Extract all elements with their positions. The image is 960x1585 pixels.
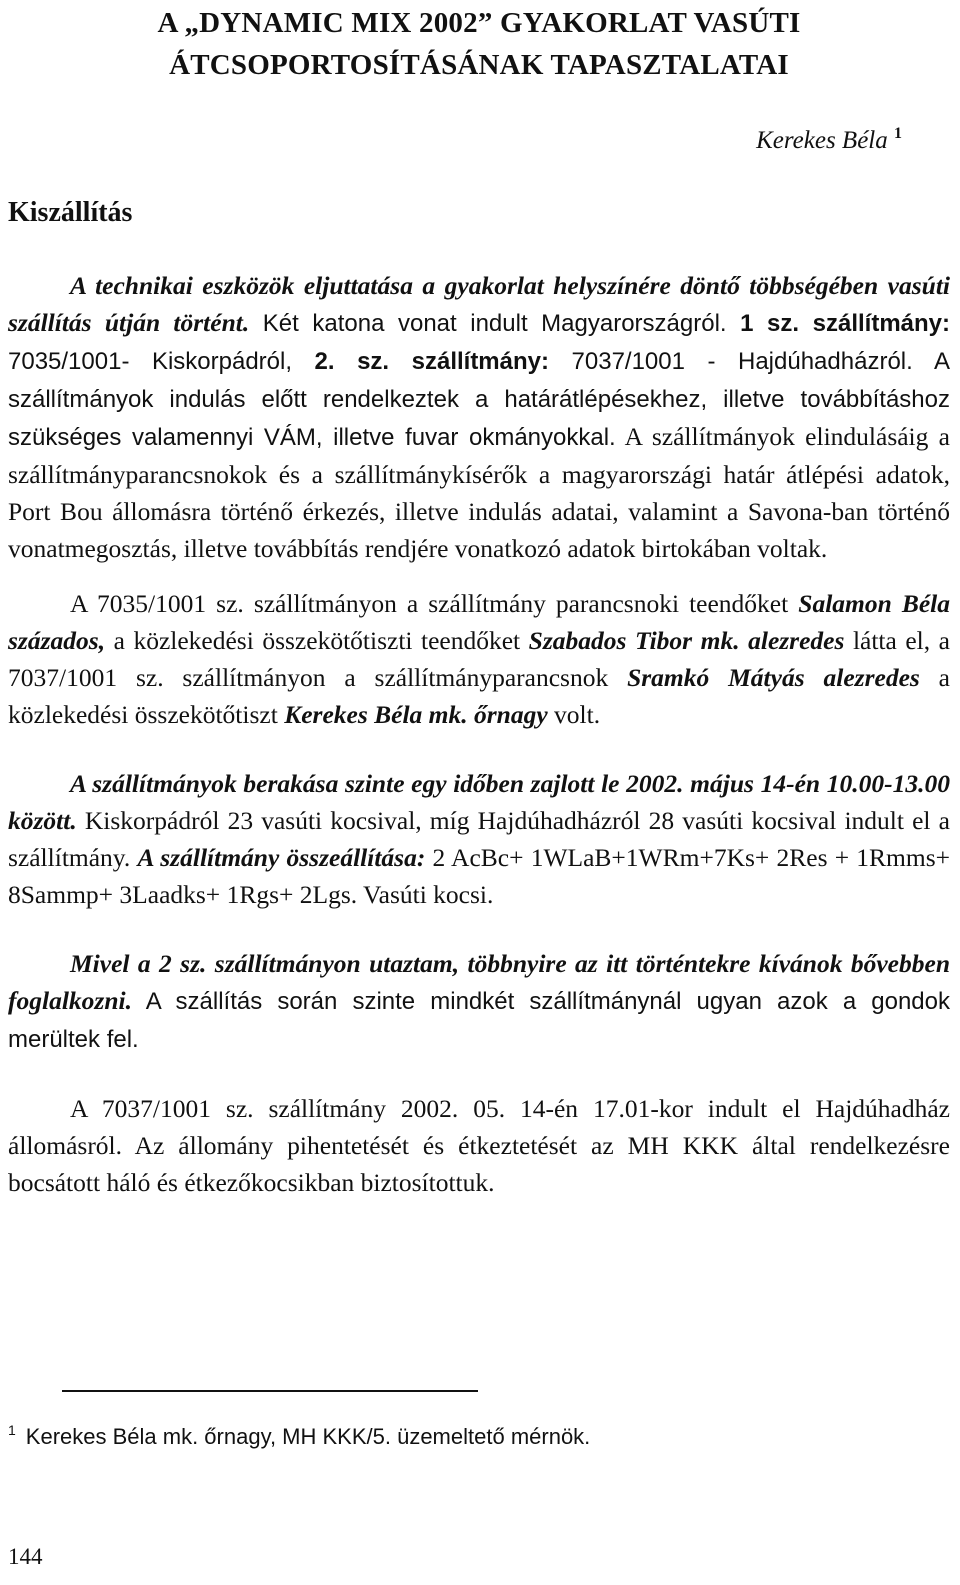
p2-text-d: a közlekedési összekötőtiszt bbox=[8, 663, 950, 729]
paragraph-5 bbox=[8, 1090, 950, 1201]
p2-text-b: a közlekedési összekötőtiszti teendőket bbox=[105, 626, 529, 655]
author-name: Kerekes Béla bbox=[756, 127, 888, 154]
section-heading: Kiszállítás bbox=[8, 197, 133, 228]
p2-text-c: látta el, a 7037/1001 sz. szállítmányon a szállítmányparancsnok bbox=[8, 626, 950, 692]
p1-text-c: 7037/1001 - Hajdúhadházról. A szállítmányok indulás előtt rendelkeztek a határátlépésekhez, illetve továbbításhoz szükséges valamennyi VÁM, illetve fuvar okmányokkal. bbox=[8, 348, 950, 451]
footnote bbox=[8, 1422, 590, 1452]
document-page bbox=[8, 0, 950, 1201]
page-number: 144 bbox=[8, 1544, 43, 1569]
p3-text-b: 2 AcBc+ 1WLaB+1WRm+7Ks+ 2Res + 1Rmms+ 8Sammp+ 3Laadks+ 1Rgs+ 2Lgs. Vasúti kocsi. bbox=[8, 843, 950, 909]
paragraph-2 bbox=[8, 585, 950, 733]
author-footnote-mark: 1 bbox=[894, 125, 902, 142]
footnote-divider bbox=[62, 1390, 478, 1392]
p1-bold-1: 1 sz. szállítmány: bbox=[740, 310, 951, 337]
paragraph-4 bbox=[8, 945, 950, 1058]
p2-name-1: Salamon Béla százados, bbox=[8, 589, 950, 655]
footnote-text: Kerekes Béla mk. őrnagy, MH KKK/5. üzemeltető mérnök. bbox=[25, 1424, 591, 1449]
title-line-1: A „DYNAMIC MIX 2002” GYAKORLAT VASÚTI bbox=[157, 7, 801, 39]
document-title bbox=[8, 0, 950, 86]
p2-text-a: A 7035/1001 sz. szállítmányon a szállítmány parancsnoki teendőket bbox=[70, 589, 799, 618]
p2-name-3: Sramkó Mátyás alezredes bbox=[627, 663, 920, 692]
p1-text-d: A szállítmányok elindulásáig a szállítmányparancsnokok és a szállítmánykísérők a magyarországi határ átlépési adatok, Port Bou állomásra történő érkezés, illetve indulás adatai, valamint a Savona-ban történő vonatmegosztás, illetve továbbítás rendjére vonatkozó adatok birtokában voltak. bbox=[8, 422, 950, 563]
p1-text-a: Két katona vonat indult Magyarországról. bbox=[249, 310, 741, 337]
p3-emphasis-1: A szállítmányok berakása szinte egy időben zajlott le 2002. május 14-én 10.00-13.00 között. bbox=[8, 769, 950, 835]
p2-name-4: Kerekes Béla mk. őrnagy bbox=[284, 700, 548, 729]
p1-text-b: 7035/1001- Kiskorpádról, bbox=[8, 348, 315, 375]
p1-bold-2: 2. sz. szállítmány: bbox=[314, 348, 549, 375]
p4-text: A szállítás során szinte mindkét szállítmánynál ugyan azok a gondok merültek fel. bbox=[8, 988, 950, 1053]
p2-name-2: Szabados Tibor mk. alezredes bbox=[528, 626, 845, 655]
title-line-2: ÁTCSOPORTOSÍTÁSÁNAK TAPASZTALATAI bbox=[169, 49, 789, 81]
author-line bbox=[8, 122, 950, 159]
footnote-mark: 1 bbox=[8, 1422, 16, 1438]
p3-emphasis-2: A szállítmány összeállítása: bbox=[137, 843, 426, 872]
paragraph-1 bbox=[8, 267, 950, 567]
paragraph-3 bbox=[8, 765, 950, 913]
p4-emphasis: Mivel a 2 sz. szállítmányon utaztam, többnyire az itt történtekre kívánok bővebben foglalkozni. bbox=[8, 949, 950, 1015]
p5-text: A 7037/1001 sz. szállítmány 2002. 05. 14-én 17.01-kor indult el Hajdúhadház állomásról. Az állomány pihentetését és étkeztetését az MH KKK által rendelkezésre bocsátott háló és étkezőkocsikban biztosítottuk. bbox=[8, 1094, 950, 1197]
p2-text-e: volt. bbox=[547, 700, 601, 729]
p1-emphasis: A technikai eszközök eljuttatása a gyakorlat helyszínére döntő többségében vasúti szállítás útján történt. bbox=[8, 271, 950, 337]
p3-text-a: Kiskorpádról 23 vasúti kocsival, míg Hajdúhadházról 28 vasúti kocsival indult el a szállítmány. bbox=[8, 806, 950, 872]
